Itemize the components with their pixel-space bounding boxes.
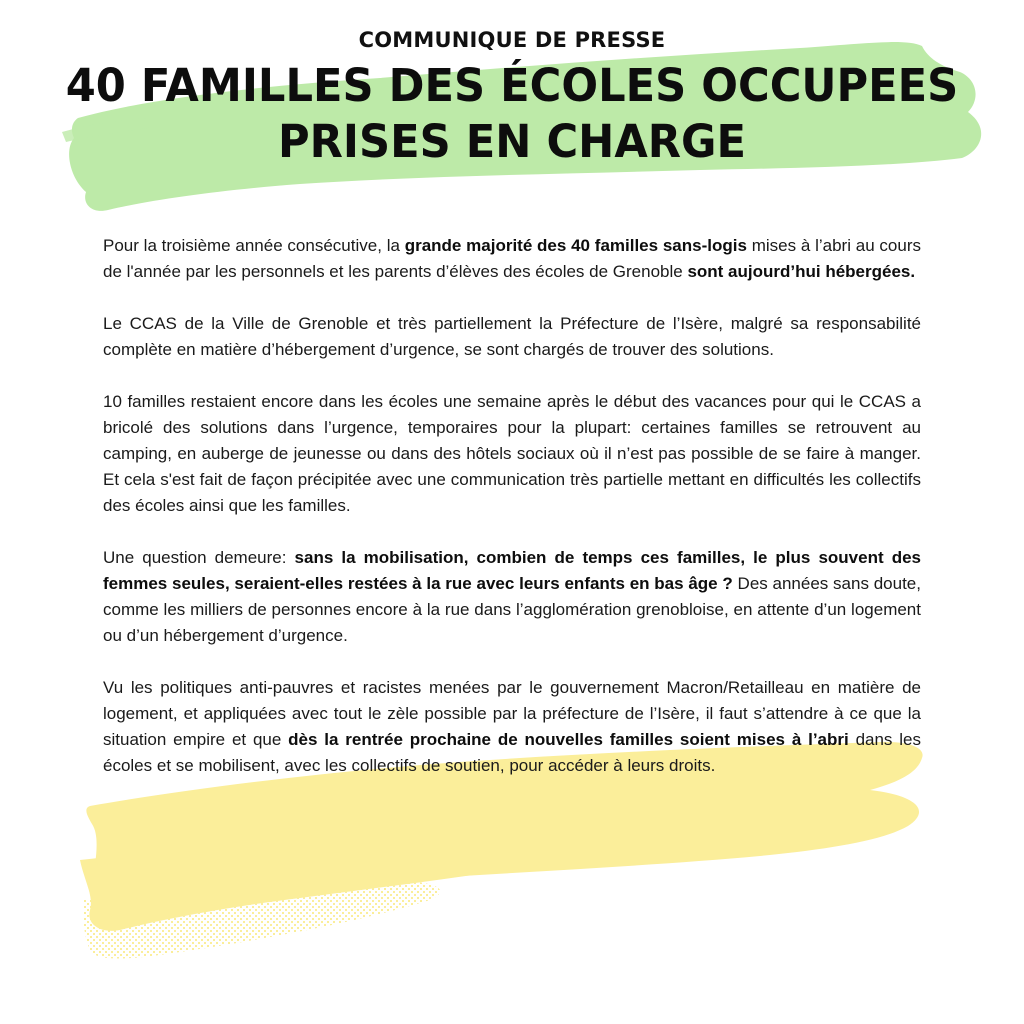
page-title-line-1: 40 FAMILLES DES ÉCOLES OCCUPEES — [65, 59, 959, 112]
paragraph-1-text: Pour la troisième année consécutive, la — [103, 236, 405, 255]
paragraph-4-bold: sans la mobilisation, combien de temps ces familles, le plus souvent des femmes seules, seraient-elles restées à la rue avec leurs enfants en bas âge ? — [103, 548, 921, 593]
page-title — [20, 58, 1003, 170]
article-body — [103, 233, 921, 805]
paragraph-5-bold: dès la rentrée prochaine de nouvelles familles soient mises à l’abri — [288, 730, 849, 749]
paragraph-1 — [103, 233, 921, 285]
page-title-line-2: PRISES EN CHARGE — [277, 115, 746, 168]
paragraph-3: 10 familles restaient encore dans les écoles une semaine après le début des vacances pour qui le CCAS a bricolé des solutions dans l’urgence, temporaires pour la plupart: certaines familles se retrouvent au camping, en auberge de jeunesse ou dans des hôtels sociaux où il n’est pas possible de se faire à manger. Et cela s'est fait de façon précipitée avec une communication très partielle mettant en difficultés les collectifs des écoles ainsi que les familles. — [103, 392, 921, 515]
paragraph-4-text: Une question demeure: — [103, 548, 295, 567]
paragraph-1-text-2: mises à l’abri au cours de l'année par les personnels et les parents d’élèves des écoles de Grenoble — [103, 236, 921, 281]
paragraph-4 — [103, 545, 921, 649]
paragraph-1-bold-2: sont aujourd’hui hébergées. — [687, 262, 916, 281]
press-release-label: COMMUNIQUE DE PRESSE — [358, 28, 666, 52]
paragraph-4-text-2: Des années sans doute, comme les milliers de personnes encore à la rue dans l’agglomération grenobloise, en attente d’un logement ou d’un hébergement d’urgence. — [103, 574, 921, 645]
paragraph-2: Le CCAS de la Ville de Grenoble et très partiellement la Préfecture de l’Isère, malgré sa responsabilité complète en matière d’hébergement d’urgence, se sont chargés de trouver des solutions. — [103, 314, 921, 359]
paragraph-5-text-2: dans les écoles et se mobilisent, avec les collectifs de soutien, pour accéder à leurs droits. — [103, 730, 921, 775]
paragraph-5-text: Vu les politiques anti-pauvres et racistes menées par le gouvernement Macron/Retailleau en matière de logement, et appliquées avec tout le zèle possible par la préfecture de l’Isère, il faut s’attendre à ce que la situation empire et que — [103, 678, 921, 749]
paragraph-1-bold-1: grande majorité des 40 familles sans-logis — [404, 236, 747, 255]
paragraph-5 — [103, 675, 921, 779]
